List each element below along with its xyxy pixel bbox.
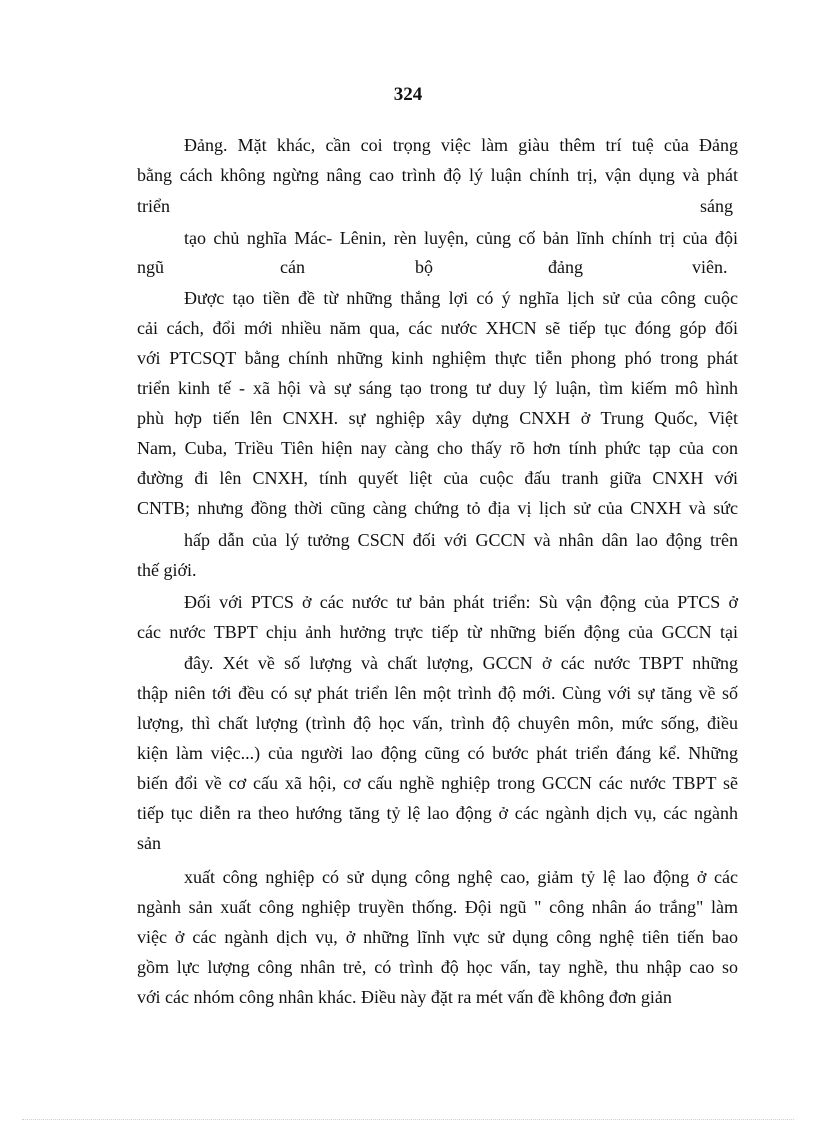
text-line: Đối với PTCS ở các nước tư bản phát triển: Sù vận động của PTCS ở bbox=[184, 592, 738, 612]
text-line: xuất công nghiệp có sử dụng công nghệ cao, giảm tỷ lệ lao động ở các bbox=[184, 867, 738, 887]
text-line: triển kinh tế - xã hội và sự sáng tạo trong tư duy lý luận, tìm kiếm mô hình bbox=[137, 378, 738, 398]
text-line: Được tạo tiền đề từ những thắng lợi có ý nghĩa lịch sử của công cuộc bbox=[184, 288, 738, 308]
text-line: biến đổi về cơ cấu xã hội, cơ cấu nghề nghiệp trong GCCN các nước TBPT sẽ bbox=[137, 773, 738, 793]
text-line: sản bbox=[137, 833, 161, 853]
text-line: Đảng. Mặt khác, cần coi trọng việc làm giàu thêm trí tuệ của Đảng bbox=[184, 135, 738, 155]
text-line: viên. bbox=[692, 257, 728, 277]
text-line: cải cách, đổi mới nhiều năm qua, các nước XHCN sẽ tiếp tục đóng góp đối bbox=[137, 318, 738, 338]
text-line: thập niên tới đều có sự phát triển lên một trình độ mới. Cùng với sự tăng về số bbox=[137, 683, 738, 703]
page-number: 324 bbox=[393, 84, 423, 105]
text-line: ngũ bbox=[137, 257, 164, 277]
text-line: ngành sản xuất công nghiệp truyền thống. Đội ngũ " công nhân áo trắng" làm bbox=[137, 897, 738, 917]
text-line: với PTCSQT bằng chính những kinh nghiệm thực tiễn phong phó trong phát bbox=[137, 348, 738, 368]
text-line: việc ở các ngành dịch vụ, ở những lĩnh vực sử dụng công nghệ tiên tiến bao bbox=[137, 927, 738, 947]
text-line: với các nhóm công nhân khác. Điều này đặt ra mét vấn đề không đơn giản bbox=[137, 987, 672, 1007]
text-line: tạo chủ nghĩa Mác- Lênin, rèn luyện, củng cố bản lĩnh chính trị của đội bbox=[184, 228, 738, 248]
text-line: đảng bbox=[548, 257, 583, 277]
text-line: sáng bbox=[700, 196, 733, 216]
page-bottom-rule bbox=[22, 1119, 794, 1120]
text-line: lượng, thì chất lượng (trình độ học vấn, trình độ chuyên môn, mức sống, điều bbox=[137, 713, 738, 733]
text-line: bộ bbox=[415, 257, 433, 277]
text-line: bằng cách không ngừng nâng cao trình độ lý luận chính trị, vận dụng và phát bbox=[137, 165, 738, 185]
text-line: kiện làm việc...) của người lao động cũng có bước phát triển đáng kể. Những bbox=[137, 743, 738, 763]
text-line: triển bbox=[137, 196, 170, 216]
text-line: đường đi lên CNXH, tính quyết liệt của cuộc đấu tranh giữa CNXH với bbox=[137, 468, 738, 488]
text-line: thế giới. bbox=[137, 560, 197, 580]
text-line: gồm lực lượng công nhân trẻ, có trình độ học vấn, tay nghề, thu nhập cao so bbox=[137, 957, 738, 977]
text-line: phù hợp tiến lên CNXH. sự nghiệp xây dựng CNXH ở Trung Quốc, Việt bbox=[137, 408, 738, 428]
text-line: cán bbox=[280, 257, 305, 277]
text-line: Nam, Cuba, Triều Tiên hiện nay càng cho thấy rõ hơn tính phức tạp của con bbox=[137, 438, 738, 458]
text-line: CNTB; nhưng đồng thời cũng càng chứng tỏ địa vị lịch sử của CNXH và sức bbox=[137, 498, 738, 518]
text-line: hấp dẫn của lý tưởng CSCN đối với GCCN và nhân dân lao động trên bbox=[184, 530, 738, 550]
text-line: đây. Xét về số lượng và chất lượng, GCCN ở các nước TBPT những bbox=[184, 653, 738, 673]
text-line: các nước TBPT chịu ảnh hưởng trực tiếp từ những biến động của GCCN tại bbox=[137, 622, 738, 642]
text-line: tiếp tục diễn ra theo hướng tăng tỷ lệ lao động ở các ngành dịch vụ, các ngành bbox=[137, 803, 738, 823]
